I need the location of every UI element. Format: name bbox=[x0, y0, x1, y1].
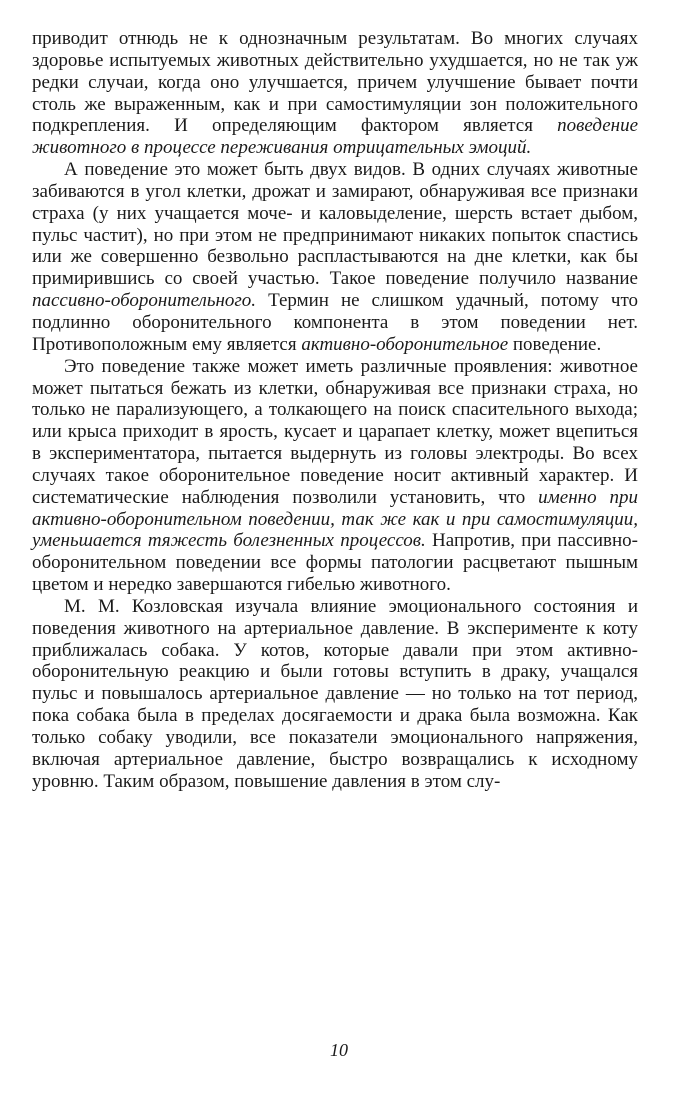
paragraph-1-text: приводит отнюдь не к однозначным результатам. Во многих случаях здоровье испытуемых животных действительно ухудшается, но не так уж редки случаи, когда оно улучшается, причем улучшение бывает почти столь же выраженным, как и при самостимуляции зон положительного подкрепления. И определяющим фактором является bbox=[32, 28, 638, 137]
paragraph-3-text-b: Напротив, при пассивно-оборонительном поведении все формы патологии расцветают пышным цветом и нередко завершаются гибелью животного. bbox=[32, 530, 638, 596]
paragraph-4 bbox=[32, 596, 638, 793]
paragraph-1-italic: поведение животного в процессе переживания отрицательных эмоций. bbox=[32, 115, 638, 159]
paragraph-1 bbox=[32, 28, 638, 159]
paragraph-2-italic-term-active: активно-оборонительное bbox=[301, 333, 509, 355]
paragraph-2-text-c: поведение. bbox=[508, 333, 602, 355]
paragraph-2-text-a: А поведение это может быть двух видов. В одних случаях животные забиваются в угол клетки, дрожат и замирают, обнаруживая все признаки страха (у них учащается моче- и каловыделение, шерсть встает дыбом, пульс частит), но при этом не предпринимают никаких попыток спастись или же совершенно безвольно распластываются на дне клетки, как бы примирившись со своей участью. Такое поведение получило название bbox=[32, 159, 638, 290]
page-text-body bbox=[32, 28, 638, 793]
paragraph-2 bbox=[32, 159, 638, 356]
page-number: 10 bbox=[330, 1040, 348, 1060]
paragraph-3-italic: именно при активно-оборонительном поведении, так же как и при самостимуляции, уменьшается тяжесть болезненных процессов. bbox=[32, 486, 638, 552]
paragraph-3 bbox=[32, 356, 638, 596]
paragraph-3-text-a: Это поведение также может иметь различные проявления: животное может пытаться бежать из клетки, обнаруживая все признаки страха, но только не парализующего, а толкающего на поиск спасительного выхода; или крыса приходит в ярость, кусает и царапает клетку, может вцепиться в экспериментатора, пытается выдернуть из головы электроды. Во всех случаях такое оборонительное поведение носит активный характер. И систематические наблюдения позволили установить, что bbox=[32, 355, 638, 508]
paragraph-4-text: М. М. Козловская изучала влияние эмоционального состояния и поведения животного на артериальное давление. В эксперименте к коту приближалась собака. У котов, которые давали при этом активно-оборонительную реакцию и были готовы вступить в драку, учащался пульс и повышалось артериальное давление — но только на тот период, пока собака была в пределах досягаемости и драка была возможна. Как только собаку уводили, все показатели эмоционального напряжения, включая артериальное давление, быстро возвращались к исходному уровню. Таким образом, повышение давления в этом слу- bbox=[32, 595, 638, 792]
paragraph-2-italic-term-passive: пассивно-оборонительного. bbox=[32, 290, 257, 312]
paragraph-2-text-b: Термин не слишком удачный, потому что подлинно оборонительного компонента в этом поведении нет. Противоположным ему является bbox=[32, 290, 638, 355]
